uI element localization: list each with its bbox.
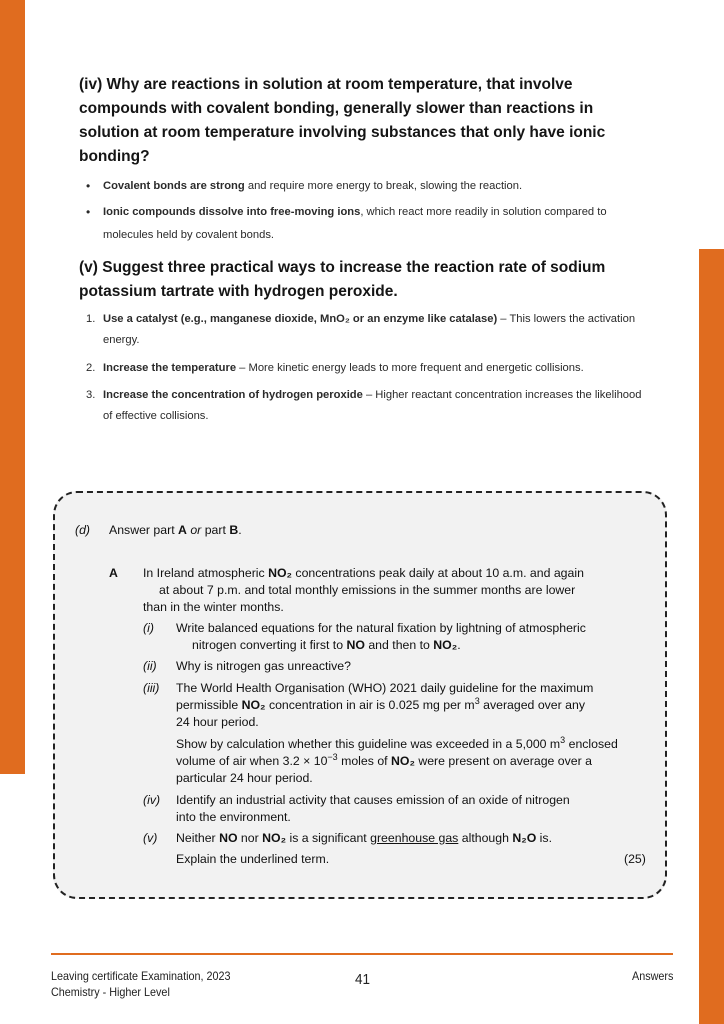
part-a-line: than in the winter months. xyxy=(143,600,284,614)
left-accent-bar xyxy=(0,0,25,774)
bullet-item xyxy=(86,201,636,247)
sub-iii-line: The World Health Organisation (WHO) 2021 daily guideline for the maximum xyxy=(176,681,594,695)
sub-label-i: (i) xyxy=(143,621,154,635)
item-bold: Use a catalyst (e.g., manganese dioxide, MnO₂ or an enzyme like catalase) xyxy=(103,313,498,325)
footer-rule xyxy=(51,953,673,955)
item-bold: Increase the concentration of hydrogen peroxide xyxy=(103,389,363,401)
sub-v-line: Neither NO nor NO₂ is a significant greenhouse gas although N₂O is. xyxy=(176,831,552,845)
footer-subject: Chemistry - Higher Level xyxy=(51,985,170,999)
item-bold: Increase the temperature xyxy=(103,362,237,374)
part-a-line: In Ireland atmospheric NO₂ concentrations peak daily at about 10 a.m. and again xyxy=(143,566,584,580)
sub-i-line: Write balanced equations for the natural fixation by lightning of atmospheric xyxy=(176,621,586,635)
item-text: – This lowers the activation energy. xyxy=(103,313,636,346)
item-number: 3. xyxy=(86,389,96,401)
item-text: – More kinetic energy leads to more frequent and energetic collisions. xyxy=(236,362,584,374)
numbered-item xyxy=(86,309,646,351)
sub-label-iii: (iii) xyxy=(143,681,160,695)
right-accent-bar xyxy=(699,249,724,1024)
bullet-icon: • xyxy=(86,179,91,193)
bullet-bold: Covalent bonds are strong xyxy=(103,180,245,192)
numbered-item xyxy=(86,358,646,379)
bullet-bold: Ionic compounds dissolve into free-moving ions xyxy=(103,206,361,218)
sub-label-ii: (ii) xyxy=(143,659,157,673)
numbered-item xyxy=(86,385,646,427)
footer-exam-title: Leaving certificate Examination, 2023 xyxy=(51,969,231,983)
sub-label-v: (v) xyxy=(143,831,158,845)
sub-iii-line: particular 24 hour period. xyxy=(176,771,313,785)
footer-section: Answers xyxy=(632,969,674,983)
question-v-heading: (v) Suggest three practical ways to increase the reaction rate of sodium potassium tartrate with hydrogen peroxide. xyxy=(79,259,606,300)
part-instruction: Answer part A or part B. xyxy=(109,523,242,537)
bullet-item xyxy=(86,175,646,198)
sub-ii-line: Why is nitrogen gas unreactive? xyxy=(176,659,351,673)
bullet-icon: • xyxy=(86,205,91,219)
sub-iii-line: permissible NO₂ concentration in air is 0.025 mg per $m^3$ averaged over any xyxy=(176,695,585,712)
sub-iv-line: Identify an industrial activity that causes emission of an oxide of nitrogen xyxy=(176,793,570,807)
bullet-text: and require more energy to break, slowing the reaction. xyxy=(244,180,523,192)
sub-i-line: nitrogen converting it first to NO and then to NO₂. xyxy=(192,638,461,652)
underlined-term: greenhouse gas xyxy=(370,831,459,845)
bullet-text: , which react more readily in solution compared to molecules held by covalent bonds. xyxy=(103,206,607,241)
sub-iii-line: volume of air when $3.2 \times 10^{-3}$ moles of NO₂ were present on average over a xyxy=(176,751,592,768)
part-label: (d) xyxy=(75,523,91,537)
part-a-line: at about 7 p.m. and total monthly emissions in the summer months are lower xyxy=(159,583,576,597)
item-number: 1. xyxy=(86,313,96,325)
sub-v-line: Explain the underlined term. xyxy=(176,852,330,866)
marks-label: (25) xyxy=(624,852,646,866)
question-iv-heading: (iv) Why are reactions in solution at room temperature, that involve compounds with covalent bonding, generally slower than reactions in solution at room temperature involving substances that only have ionic bonding? xyxy=(79,76,606,165)
item-number: 2. xyxy=(86,362,96,374)
sub-iii-line: Show by calculation whether this guideline was exceeded in a 5,000 $m^3$ enclosed xyxy=(176,734,618,751)
page-number: 41 xyxy=(355,971,371,988)
sub-label-iv: (iv) xyxy=(143,793,161,807)
item-text: – Higher reactant concentration increases the likelihood of effective collisions. xyxy=(103,389,642,422)
part-a-label: A xyxy=(109,566,118,580)
sub-iv-line: into the environment. xyxy=(176,810,291,824)
sub-iii-line: 24 hour period. xyxy=(176,715,259,729)
